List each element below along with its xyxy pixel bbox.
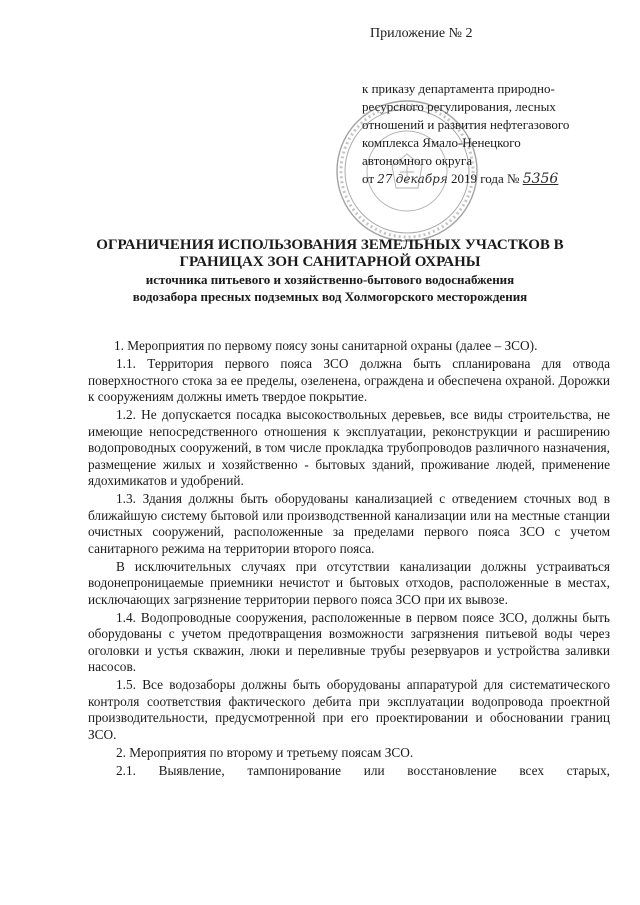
order-reference bbox=[362, 80, 612, 188]
title-line: ОГРАНИЧЕНИЯ ИСПОЛЬЗОВАНИЯ ЗЕМЕЛЬНЫХ УЧАСТКОВ В bbox=[96, 237, 564, 253]
handwritten-month: декабря bbox=[395, 172, 448, 186]
appendix-label: Приложение № 2 bbox=[370, 26, 473, 41]
paragraph: 2. Мероприятия по второму и третьему поясам ЗСО. bbox=[116, 744, 414, 760]
paragraph: 1.2. Не допускается посадка высокоствольных деревьев, все виды строительства, не имеющие непосредственного отношения к эксплуатации, реконструкции и расширению водопроводных сооружений, в том числе прокладка трубопроводов различного назначения, размещение жилых и хозяйственно - бытовых зданий, проживание людей, применение ядохимикатов и удобрений. bbox=[88, 407, 610, 488]
paragraph: 1.4. Водопроводные сооружения, расположенные в первом поясе ЗСО, должны быть оборудованы с учетом предотвращения возможности загрязнения питьевой воды через оголовки и устья скважин, люки и переливные трубы резервуаров и устройства заливки насосов. bbox=[88, 609, 610, 674]
title-line: ГРАНИЦАХ ЗОН САНИТАРНОЙ ОХРАНЫ bbox=[179, 254, 481, 270]
order-line: ресурсного регулирования, лесных bbox=[362, 99, 556, 114]
paragraph: 2.1. Выявление, тампонирование или восстановление всех старых, bbox=[116, 762, 610, 778]
handwritten-order-number: 5356 bbox=[522, 171, 559, 187]
paragraph: 1.1. Территория первого пояса ЗСО должна быть спланирована для отвода поверхностного стока за ее пределы, озеленена, ограждена и обеспечена охраной. Дорожки к сооружениям должны иметь твердое покрытие. bbox=[88, 356, 610, 404]
date-year: 2019 года № bbox=[451, 171, 520, 186]
date-prefix: от bbox=[362, 171, 375, 186]
order-line: автономного округа bbox=[362, 153, 472, 168]
order-line: отношений и развития нефтегазового bbox=[362, 117, 570, 132]
document-title bbox=[80, 237, 580, 305]
subtitle-line: источника питьевого и хозяйственно-бытового водоснабжения bbox=[145, 272, 515, 287]
document-body bbox=[88, 338, 610, 781]
paragraph: 1.5. Все водозаборы должны быть оборудованы аппаратурой для систематического контроля соответствия фактического дебита при эксплуатации водопровода проектной производительности, предусмотренной при его проектировании и обосновании границ ЗСО. bbox=[88, 677, 610, 742]
order-date-line bbox=[362, 171, 558, 186]
paragraph: 1. Мероприятия по первому поясу зоны санитарной охраны (далее – ЗСО). bbox=[114, 338, 538, 353]
paragraph: В исключительных случаях при отсутствии канализации должны устраиваться водонепроницаемые приемники нечистот и бытовых отходов, расположенные в местах, исключающих загрязнение территории первого пояса ЗСО при их вывозе. bbox=[88, 558, 610, 607]
order-line: к приказу департамента природно- bbox=[362, 81, 555, 96]
subtitle-line: водозабора пресных подземных вод Холмогорского месторождения bbox=[132, 289, 528, 304]
paragraph: 1.3. Здания должны быть оборудованы канализацией с отведением сточных вод в ближайшую систему бытовой или производственной канализации или на местные станции очистных сооружений, расположенные за пределами первого пояса ЗСО с учетом санитарного режима на территории второго пояса. bbox=[88, 491, 610, 556]
order-line: комплекса Ямало-Ненецкого bbox=[362, 135, 521, 150]
handwritten-day: 27 bbox=[377, 172, 393, 186]
